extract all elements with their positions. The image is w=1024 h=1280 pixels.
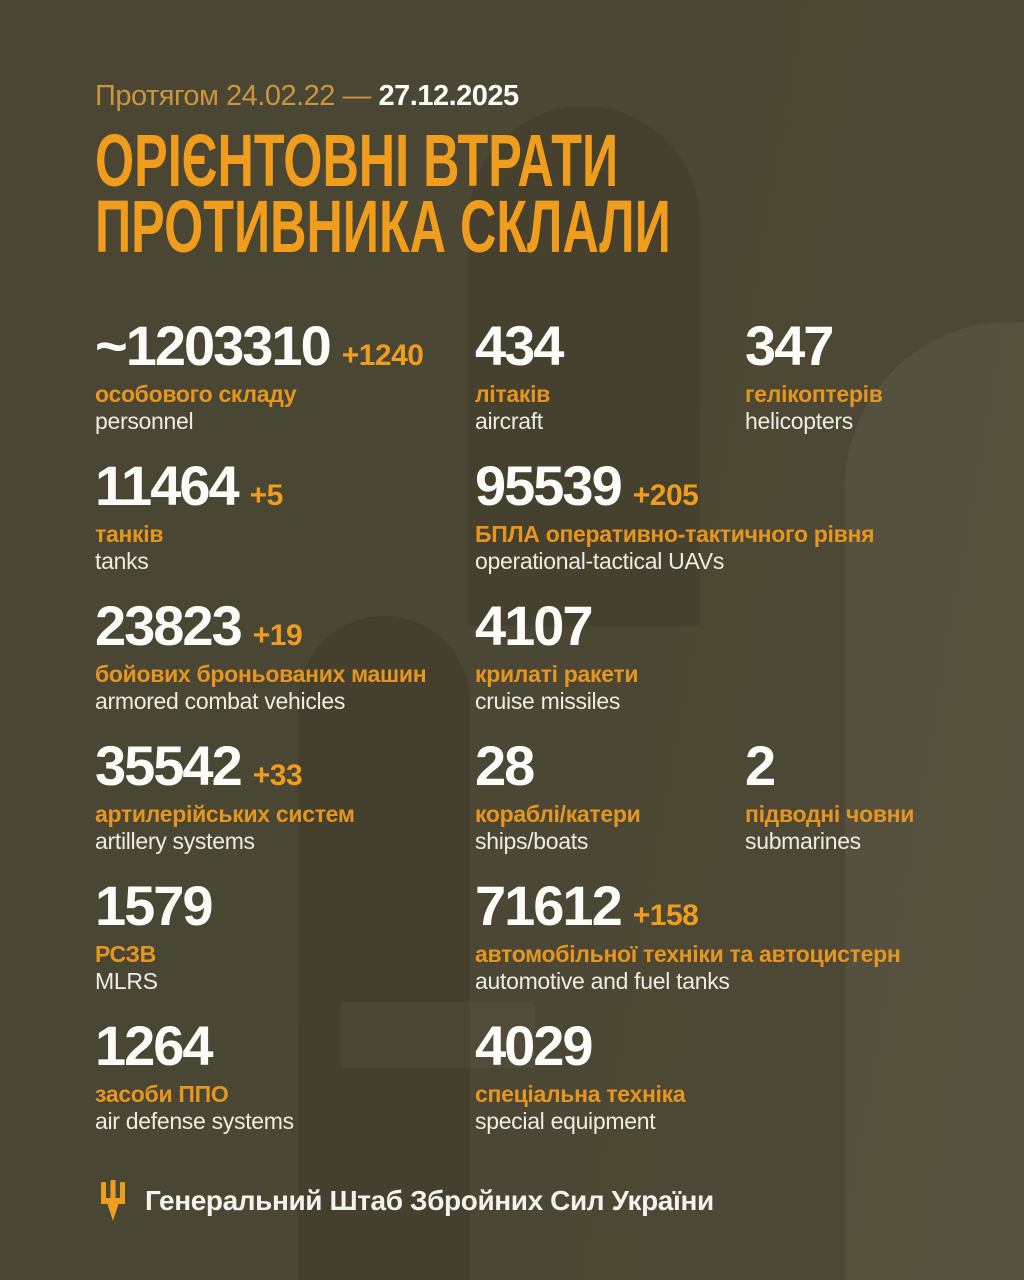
stat-block (475, 734, 745, 878)
stat-value: ~1203310 (95, 314, 330, 377)
stat-label-ukrainian: БПЛА оперативно-тактичного рівня (475, 521, 875, 547)
stat-block (475, 314, 745, 458)
stat-label-ukrainian: бойових броньованих машин (95, 661, 427, 687)
stat-value: 11464 (95, 454, 238, 517)
stat-block (475, 874, 901, 1018)
stat-value: 347 (745, 314, 833, 377)
stat-label-english: submarines (745, 828, 861, 854)
stat-label-ukrainian: РСЗВ (95, 941, 156, 967)
stat-value: 1579 (95, 874, 212, 937)
title-line-1: ОРІЄНТОВНІ ВТРАТИ (95, 119, 619, 202)
stat-label-english: tanks (95, 548, 149, 574)
period-date: 27.12.2025 (378, 80, 519, 112)
stat-delta: +19 (252, 619, 303, 652)
stat-value: 95539 (475, 454, 621, 517)
stat-value: 1264 (95, 1014, 212, 1077)
stat-label-ukrainian: автомобільної техніки та автоцистерн (475, 941, 901, 967)
stat-label-english: aircraft (475, 408, 543, 434)
title-line-2: ПРОТИВНИКА СКЛАЛИ (95, 185, 671, 268)
stat-block (745, 734, 995, 878)
stat-value: 4029 (475, 1014, 592, 1077)
stat-number-row (95, 874, 475, 937)
stat-number-row (95, 1014, 475, 1077)
stat-label-ukrainian: підводні човни (745, 801, 915, 827)
period-prefix: Протягом 24.02.22 — (95, 80, 371, 112)
stat-value: 2 (745, 734, 775, 797)
stat-number-row (95, 594, 475, 657)
stat-value: 28 (475, 734, 534, 797)
stat-label-english: cruise missiles (475, 688, 621, 714)
stat-block (95, 874, 475, 1018)
stat-delta: +205 (632, 479, 699, 512)
stat-block (95, 1014, 475, 1158)
stat-number-row (95, 454, 475, 517)
stat-label-ukrainian: гелікоптерів (745, 381, 883, 407)
stat-block (475, 1014, 745, 1158)
stat-label-ukrainian: особового складу (95, 381, 297, 407)
stat-number-row (475, 734, 745, 797)
stat-label-ukrainian: крилаті ракети (475, 661, 639, 687)
stat-block (95, 734, 475, 878)
stat-label-ukrainian: засоби ППО (95, 1081, 229, 1107)
stat-number-row (475, 594, 745, 657)
stat-label-english: artillery systems (95, 828, 255, 854)
stat-value: 71612 (475, 874, 621, 937)
date-range (95, 80, 519, 113)
stat-number-row (745, 314, 995, 377)
stat-label-english: MLRS (95, 968, 158, 994)
stat-number-row (475, 874, 745, 937)
stat-block (95, 594, 475, 738)
stat-delta: +158 (632, 899, 699, 932)
page-title (95, 119, 671, 268)
stat-value: 35542 (95, 734, 241, 797)
stat-label-english: armored combat vehicles (95, 688, 346, 714)
stat-label-english: air defense systems (95, 1108, 294, 1134)
stat-delta: +5 (249, 479, 283, 512)
stats-grid (95, 314, 995, 1158)
stat-delta: +1240 (341, 339, 424, 372)
stat-block (475, 454, 875, 598)
stat-number-row (475, 1014, 745, 1077)
stat-value: 23823 (95, 594, 241, 657)
stat-delta: +33 (252, 759, 303, 792)
stat-number-row (95, 734, 475, 797)
stat-label-english: automotive and fuel tanks (475, 968, 730, 994)
trident-icon (98, 1180, 128, 1222)
stat-label-ukrainian: спеціальна техніка (475, 1081, 686, 1107)
stat-number-row (95, 314, 475, 377)
source-label: Генеральний Штаб Збройних Сил України (145, 1185, 714, 1216)
stat-label-english: special equipment (475, 1108, 656, 1134)
stat-block (95, 454, 475, 598)
stat-block (745, 314, 995, 458)
stat-number-row (475, 314, 745, 377)
stat-label-english: personnel (95, 408, 194, 434)
stat-label-ukrainian: артилерійських систем (95, 801, 355, 827)
stat-label-ukrainian: танків (95, 521, 164, 547)
stat-label-ukrainian: літаків (475, 381, 550, 407)
stat-block (475, 594, 745, 738)
stat-label-english: operational-tactical UAVs (475, 548, 725, 574)
stat-label-english: helicopters (745, 408, 853, 434)
footer (98, 1180, 714, 1222)
stat-number-row (745, 734, 995, 797)
stat-block (95, 314, 475, 458)
stat-label-english: ships/boats (475, 828, 589, 854)
stat-value: 4107 (475, 594, 592, 657)
stat-number-row (475, 454, 745, 517)
stat-label-ukrainian: кораблі/катери (475, 801, 641, 827)
stat-value: 434 (475, 314, 563, 377)
